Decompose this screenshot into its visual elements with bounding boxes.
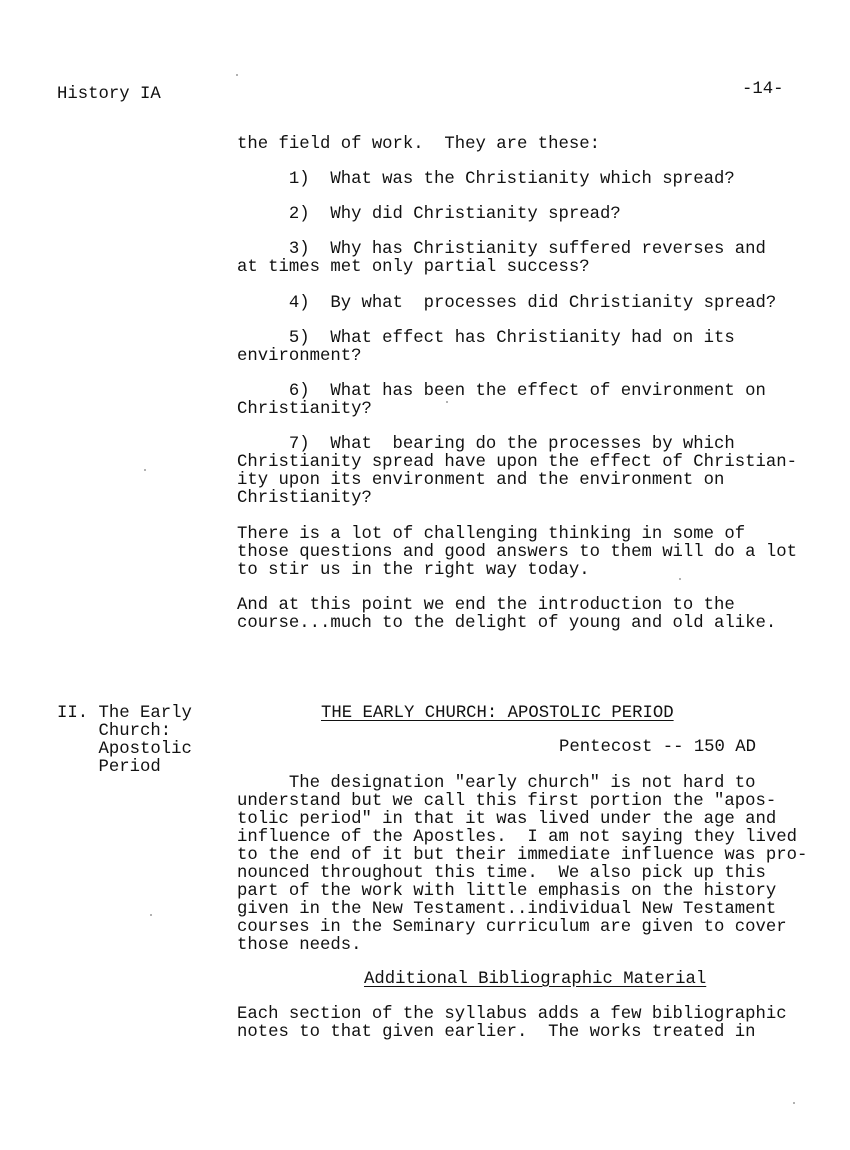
question-3: 3) Why has Christianity suffered reverses and at times met only partial success? — [237, 240, 766, 277]
scan-speck — [679, 578, 681, 580]
question-4: 4) By what processes did Christianity spread? — [237, 294, 777, 313]
scan-speck — [144, 469, 146, 471]
course-title: History IA — [57, 85, 161, 104]
subheading-bibliography: Additional Bibliographic Material — [364, 970, 707, 989]
question-6: 6) What has been the effect of environment on Christianity? — [237, 382, 766, 419]
question-5: 5) What effect has Christianity had on its environment? — [237, 329, 735, 366]
bibliography-intro-paragraph: Each section of the syllabus adds a few bibliographic notes to that given earlier. The works treated in — [237, 1005, 787, 1042]
scan-speck — [446, 401, 448, 403]
section-body-paragraph: The designation "early church" is not hard to understand but we call this first portion the "apos- tolic period" in that it was lived under the age and influence of the Apostles. I am not saying they lived to the end of it but their immediate influence was pro- nounced throughout this time. We also pick up this part of the work with little emphasis on the history given in the New Testament..individual New Testament courses in the Seminary curriculum are given to cover those needs. — [237, 774, 808, 955]
scan-speck — [793, 1102, 795, 1104]
date-range: Pentecost -- 150 AD — [559, 738, 757, 757]
paragraph-challenging-thinking: There is a lot of challenging thinking in some of those questions and good answers to them will do a lot to stir us in the right way today. — [237, 525, 798, 580]
intro-line: the field of work. They are these: — [237, 135, 600, 154]
question-7: 7) What bearing do the processes by which Christianity spread have upon the effect of Christian- ity upon its environment and the environment on Christianity? — [237, 435, 798, 508]
page-number: -14- — [742, 80, 784, 99]
scan-speck — [150, 914, 152, 916]
scan-speck — [236, 74, 238, 76]
paragraph-end-introduction: And at this point we end the introduction to the course...much to the delight of young and old alike. — [237, 596, 777, 633]
question-2: 2) Why did Christianity spread? — [237, 205, 621, 224]
question-1: 1) What was the Christianity which spread? — [237, 170, 735, 189]
margin-note-section: II. The Early Church: Apostolic Period — [57, 704, 192, 777]
section-heading: THE EARLY CHURCH: APOSTOLIC PERIOD — [321, 704, 674, 723]
